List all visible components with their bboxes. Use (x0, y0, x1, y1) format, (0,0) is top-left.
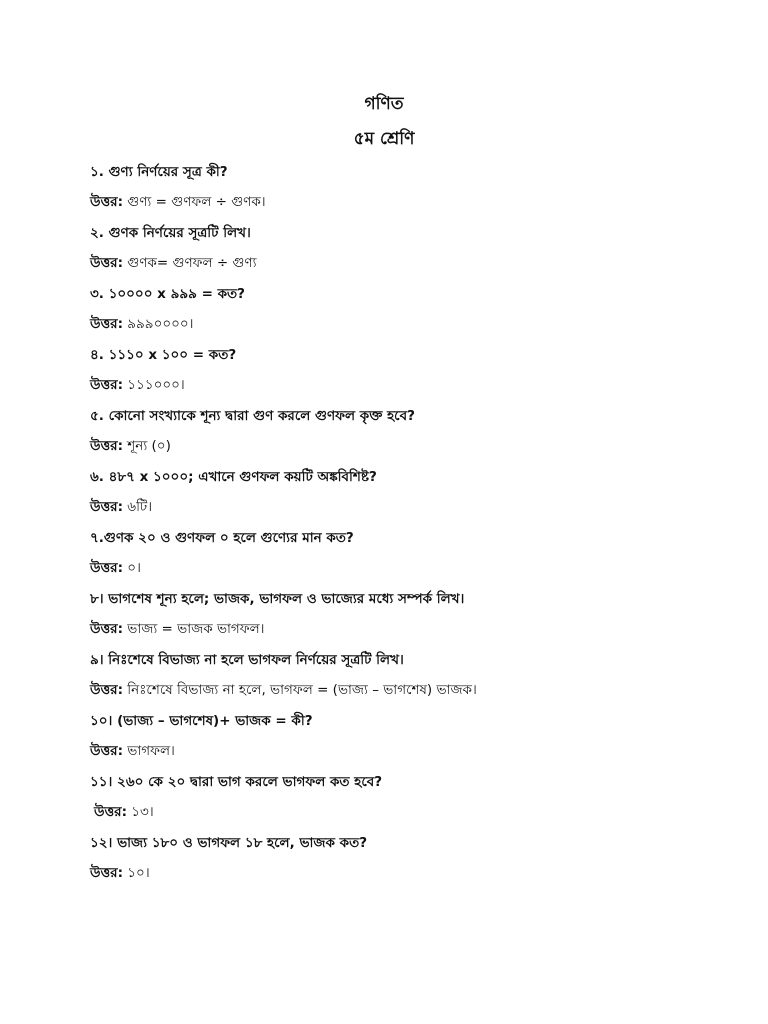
question-text: ২. গুণক নির্ণয়ের সূত্রটি লিখ। (90, 225, 251, 241)
answer-text: শূন্য (০) (123, 438, 171, 454)
question-text: ১১। ২৬০ কে ২০ দ্বারা ভাগ করলে ভাগফল কত হবে? (90, 774, 383, 790)
answer-prefix: উত্তর: (90, 194, 123, 210)
question-text: ৭.গুণক ২০ ও গুণফল ০ হলে গুণ্যের মান কত? (90, 530, 354, 546)
question-text: ১২। ভাজ্য ১৮০ ও ভাগফল ১৮ হলে, ভাজক কত? (90, 835, 368, 851)
answer-text: ৯৯৯০০০০। (123, 316, 194, 332)
answer-text: গুণক= গুণফল ÷ গুণ্য (123, 255, 257, 271)
answer-prefix: উত্তর: (90, 499, 123, 515)
question-text: ৯। নিঃশেষে বিভাজ্য না হলে ভাগফল নির্ণয়ের সূত্রটি লিখ। (90, 652, 404, 668)
answer-line (90, 492, 730, 523)
answer-text: ১১১০০০। (123, 377, 185, 393)
class-title: ৫ম শ্রেণি (353, 129, 415, 149)
answer-line (90, 858, 730, 889)
qa-item (90, 218, 730, 279)
qa-item (90, 645, 730, 706)
question-text: ১০। (ভাজ্য – ভাগশেষ)+ ভাজক = কী? (90, 713, 313, 729)
answer-prefix: উত্তর: (90, 621, 123, 637)
answer-prefix: উত্তর: (90, 255, 123, 271)
answer-text: ১৩। (127, 804, 154, 820)
answer-text: গুণ্য = গুণফল ÷ গুণক। (123, 194, 266, 210)
question-text: ৮। ভাগশেষ শূন্য হলে; ভাজক, ভাগফল ও ভাজ্যের মধ্যে সম্পর্ক লিখ। (90, 591, 465, 607)
answer-line (90, 309, 730, 340)
answer-line (90, 736, 730, 767)
answer-text: ১০। (123, 865, 150, 881)
qa-item (90, 462, 730, 523)
answer-line (90, 248, 730, 279)
question-text: ৩. ১০০০০ x ৯৯৯ = কত? (90, 286, 245, 302)
answer-line (90, 187, 730, 218)
answer-line (90, 431, 730, 462)
answer-line (90, 797, 730, 828)
answer-line (90, 614, 730, 645)
subject-title: গণিত (364, 94, 404, 114)
qa-item (90, 279, 730, 340)
question-text: ১. গুণ্য নির্ণয়ের সূত্র কী? (90, 164, 228, 180)
answer-text: ০। (123, 560, 141, 576)
answer-line (90, 370, 730, 401)
qa-list (90, 157, 730, 889)
answer-text: ভাগফল। (123, 743, 175, 759)
qa-item (90, 584, 730, 645)
answer-prefix: উত্তর: (90, 560, 123, 576)
question-text: ৪. ১১১০ x ১০০ = কত? (90, 347, 237, 363)
answer-text: ৬টি। (123, 499, 153, 515)
answer-prefix: উত্তর: (90, 682, 123, 698)
answer-prefix: উত্তর: (90, 438, 123, 454)
qa-item (90, 157, 730, 218)
qa-item (90, 523, 730, 584)
qa-item (90, 767, 730, 828)
qa-item (90, 340, 730, 401)
qa-item (90, 401, 730, 462)
answer-line (90, 553, 730, 584)
answer-prefix: উত্তর: (90, 865, 123, 881)
answer-text: ভাজ্য = ভাজক ভাগফল। (123, 621, 265, 637)
qa-item (90, 706, 730, 767)
answer-prefix: উত্তর: (90, 316, 123, 332)
question-text: ৫. কোনো সংখ্যাকে শূন্য দ্বারা গুণ করলে গুণফল কৃক্ত হবে? (90, 408, 415, 424)
answer-text: নিঃশেষে বিভাজ্য না হলে, ভাগফল = (ভাজ্য – ভাগশেষ) ভাজক। (123, 682, 477, 698)
answer-prefix: উত্তর: (90, 377, 123, 393)
answer-prefix: উত্তর: (94, 804, 127, 820)
answer-line (90, 675, 730, 706)
question-text: ৬. ৪৮৭ x ১০০০; এখানে গুণফল কয়টি অঙ্কবিশিষ্ট? (90, 469, 377, 485)
qa-item (90, 828, 730, 889)
answer-prefix: উত্তর: (90, 743, 123, 759)
